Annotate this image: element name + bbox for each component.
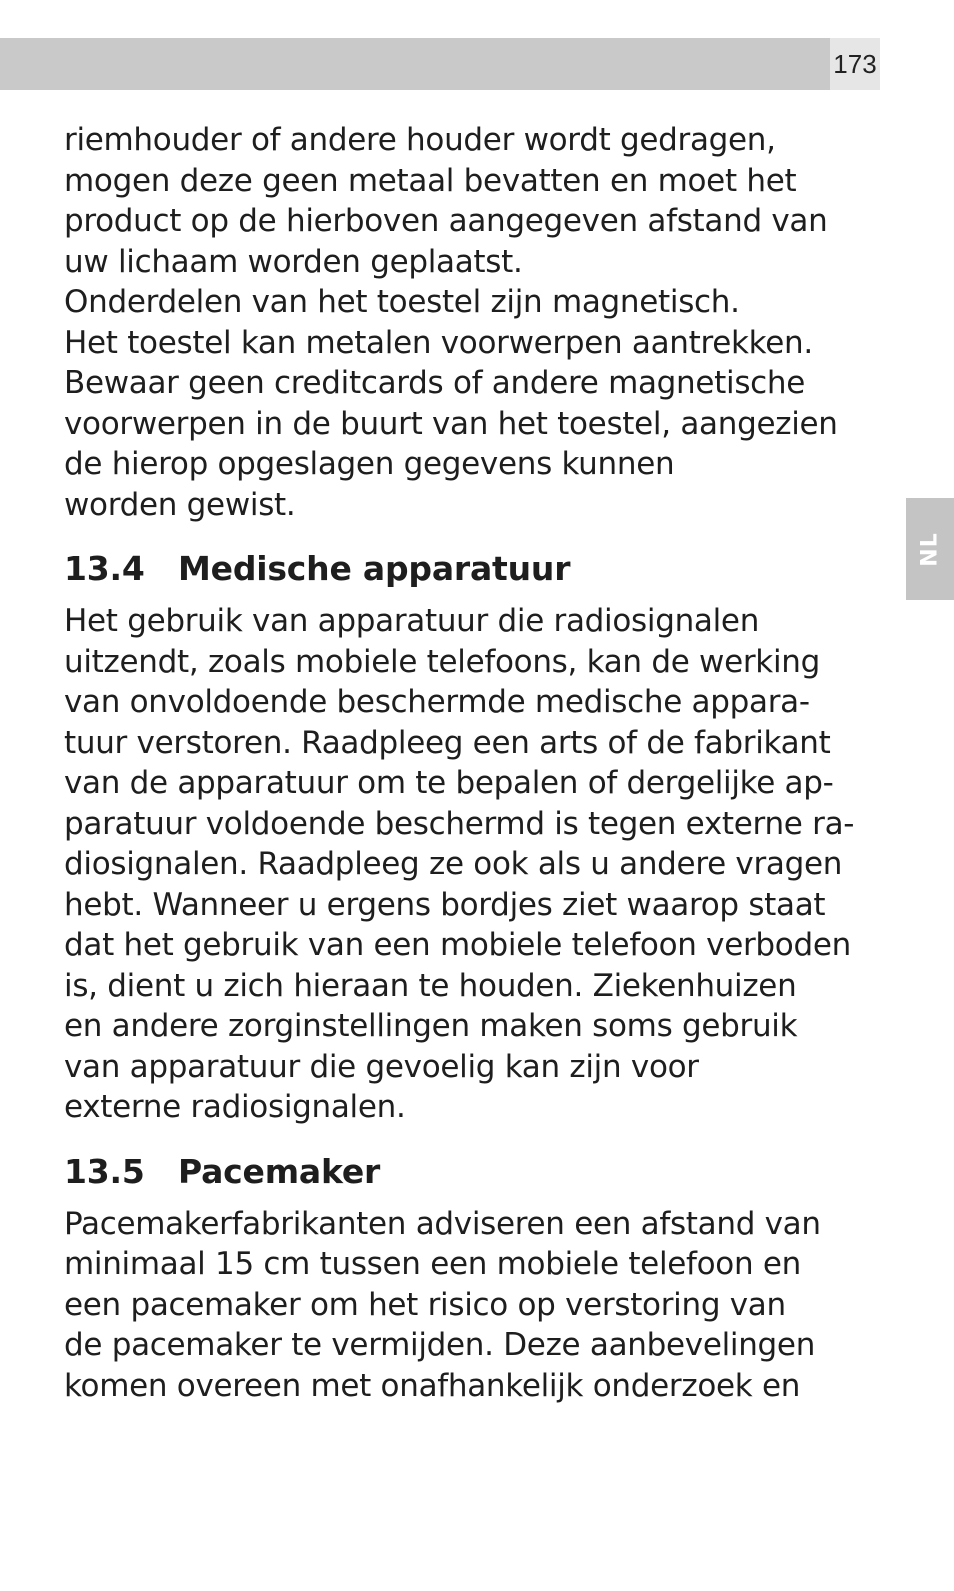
text-line: is, dient u zich hieraan te houden. Ziekenhuizen xyxy=(64,967,797,1004)
text-line: dat het gebruik van een mobiele telefoon verboden xyxy=(64,927,851,963)
text-line: Het toestel kan metalen voorwerpen aantrekken. xyxy=(64,324,813,361)
text-line: komen overeen met onafhankelijk onderzoek en xyxy=(64,1367,801,1404)
text-line: Het gebruik van apparatuur die radiosignalen xyxy=(64,603,760,639)
text-line: Pacemakerfabrikanten adviseren een afstand van xyxy=(64,1205,821,1242)
text-line: tuur verstoren. Raadpleeg een arts of de fabrikant xyxy=(64,724,831,761)
text-line: diosignalen. Raadpleeg ze ook als u andere vragen xyxy=(64,846,843,882)
section-body-medische-apparatuur xyxy=(64,601,894,1128)
text-line: de hierop opgeslagen gegevens kunnen xyxy=(64,446,675,482)
text-line: voorwerpen in de buurt van het toestel, aangezien xyxy=(64,405,838,442)
header-bar xyxy=(0,38,830,90)
section-title: Medische apparatuur xyxy=(178,549,571,588)
text-line: worden gewist. xyxy=(64,486,296,523)
language-tab xyxy=(906,498,954,600)
text-line: Bewaar geen creditcards of andere magnetische xyxy=(64,365,806,401)
page-content xyxy=(64,120,894,1406)
section-number: 13.5 xyxy=(64,1151,145,1191)
text-line: de pacemaker te vermijden. Deze aanbevelingen xyxy=(64,1327,816,1363)
section-body-pacemaker xyxy=(64,1204,894,1407)
section-heading-pacemaker xyxy=(64,1150,894,1194)
intro-paragraph xyxy=(64,120,894,525)
text-line: een pacemaker om het risico op verstoring van xyxy=(64,1286,786,1323)
page-number: 173 xyxy=(830,38,880,90)
text-line: van onvoldoende beschermde medische appara- xyxy=(64,684,810,720)
text-line: uw lichaam worden geplaatst. xyxy=(64,243,523,280)
text-line: Onderdelen van het toestel zijn magnetisch. xyxy=(64,284,740,320)
section-number: 13.4 xyxy=(64,549,145,588)
text-line: mogen deze geen metaal bevatten en moet het xyxy=(64,162,797,199)
text-line: van de apparatuur om te bepalen of dergelijke ap- xyxy=(64,765,834,801)
section-heading-medische-apparatuur xyxy=(64,547,894,591)
language-tab-label: NL xyxy=(917,531,943,567)
text-line: product op de hierboven aangegeven afstand van xyxy=(64,203,828,239)
text-line: riemhouder of andere houder wordt gedragen, xyxy=(64,122,776,158)
text-line: hebt. Wanneer u ergens bordjes ziet waarop staat xyxy=(64,886,826,923)
text-line: minimaal 15 cm tussen een mobiele telefoon en xyxy=(64,1246,801,1282)
text-line: paratuur voldoende beschermd is tegen externe ra- xyxy=(64,805,855,842)
section-title: Pacemaker xyxy=(178,1151,381,1191)
text-line: externe radiosignalen. xyxy=(64,1089,406,1125)
text-line: van apparatuur die gevoelig kan zijn voor xyxy=(64,1048,699,1085)
text-line: uitzendt, zoals mobiele telefoons, kan de werking xyxy=(64,643,821,680)
text-line: en andere zorginstellingen maken soms gebruik xyxy=(64,1008,798,1044)
